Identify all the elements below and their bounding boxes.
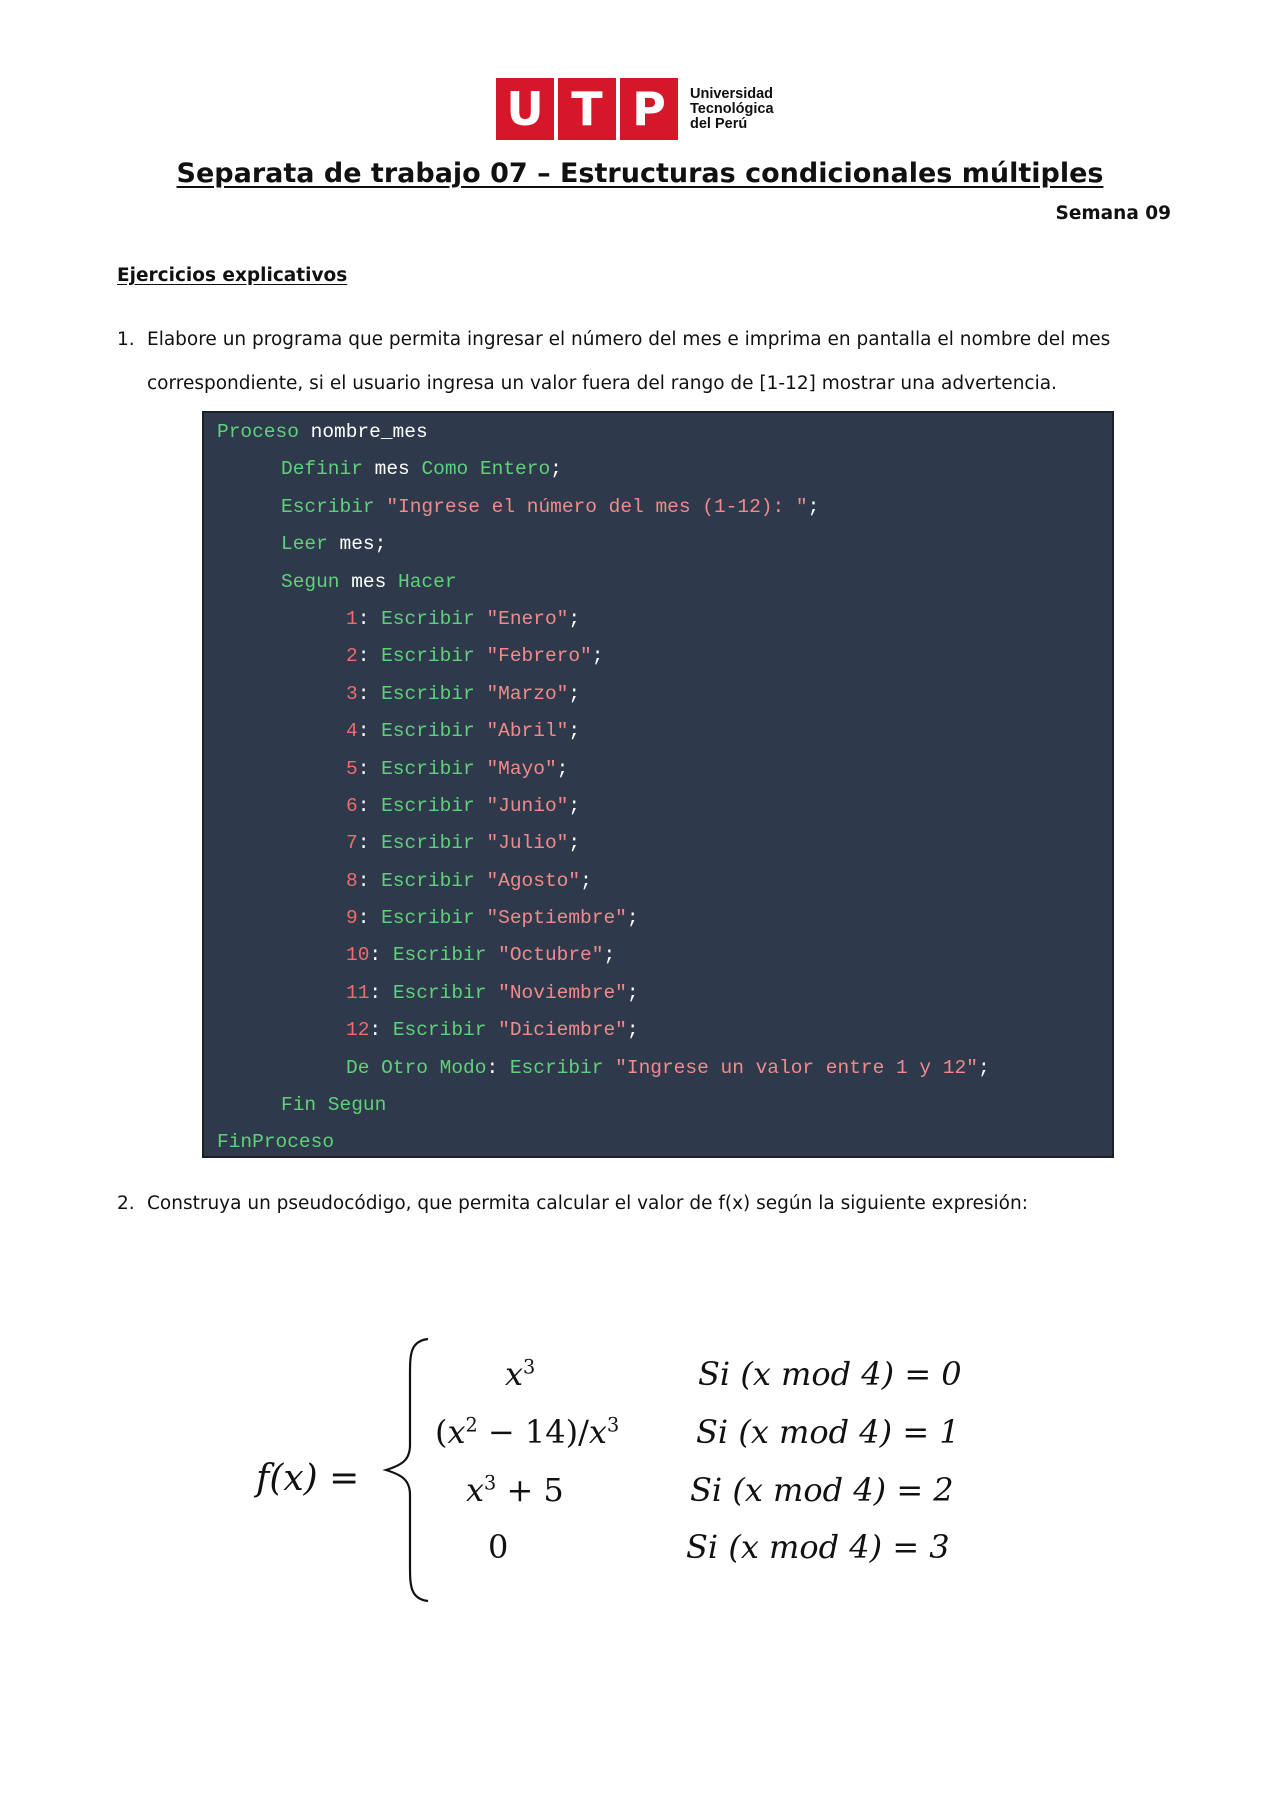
- logo-letter-u: U: [496, 78, 554, 140]
- code-line: 11: Escribir "Noviembre";: [346, 981, 639, 1004]
- logo-wordmark: [690, 87, 774, 132]
- code-line: Proceso nombre_mes: [217, 421, 428, 443]
- exercise-text: Elabore un programa que permita ingresar el número del mes e imprima en pantalla el nombre del mes correspondiente, si el usuario ingresa un valor fuera del rango de [1-12] mostrar una advertencia.: [147, 329, 1111, 394]
- code-line: Leer mes;: [281, 533, 387, 556]
- code-line: Fin Segun: [281, 1094, 387, 1117]
- logo-line-3: del Perú: [690, 115, 748, 132]
- case-expr-3: $x^3 + 5$: [466, 1471, 564, 1509]
- logo-line-2: Tecnológica: [690, 100, 774, 117]
- code-line: 1: Escribir "Enero";: [346, 607, 581, 630]
- logo-line-1: Universidad: [690, 85, 773, 102]
- utp-logo: [496, 78, 774, 140]
- code-line: 12: Escribir "Diciembre";: [346, 1019, 639, 1042]
- case-cond-3: Si (x mod 4) = 2: [690, 1471, 954, 1509]
- code-line: 8: Escribir "Agosto";: [346, 869, 592, 892]
- exercise-text: Construya un pseudocódigo, que permita calcular el valor de f(x) según la siguiente expresión:: [147, 1193, 1028, 1214]
- code-block: [202, 411, 1114, 1158]
- code-line: 3: Escribir "Marzo";: [346, 682, 581, 705]
- code-line: 2: Escribir "Febrero";: [346, 645, 604, 668]
- piecewise-formula: [250, 1335, 1030, 1615]
- code-line: 10: Escribir "Octubre";: [346, 944, 616, 967]
- code-line: 6: Escribir "Junio";: [346, 794, 581, 817]
- code-line: 5: Escribir "Mayo";: [346, 757, 569, 780]
- case-cond-1: Si (x mod 4) = 0: [698, 1355, 962, 1393]
- logo-letters: [496, 78, 678, 140]
- exercise-2: [117, 1182, 1177, 1226]
- logo-letter-t: T: [558, 78, 616, 140]
- code-line: 9: Escribir "Septiembre";: [346, 907, 639, 930]
- case-expr-2: $(x^2 - 14)/x^3$: [435, 1413, 620, 1451]
- code-line: 4: Escribir "Abril";: [346, 720, 581, 743]
- code-line: Segun mes Hacer: [281, 570, 457, 593]
- code-line: Escribir "Ingrese el número del mes (1-12): ";: [281, 495, 820, 518]
- code-line: Definir mes Como Entero;: [281, 458, 562, 481]
- code-line: De Otro Modo: Escribir "Ingrese un valor entre 1 y 12";: [346, 1056, 990, 1079]
- exercise-1: [117, 318, 1177, 406]
- week-label: Semana 09: [1055, 203, 1171, 224]
- exercise-number: 2.: [117, 1193, 135, 1214]
- exercise-number: 1.: [117, 329, 135, 350]
- logo-letter-p: P: [620, 78, 678, 140]
- formula-lhs: f(x) =: [256, 1458, 360, 1499]
- left-brace-icon: [380, 1335, 440, 1605]
- case-expr-1: $x^3$: [505, 1355, 536, 1393]
- code-line: FinProceso: [217, 1131, 335, 1154]
- code-line: 7: Escribir "Julio";: [346, 832, 581, 855]
- case-cond-4: Si (x mod 4) = 3: [686, 1528, 950, 1566]
- case-cond-2: Si (x mod 4) = 1: [696, 1413, 960, 1451]
- document-title: Separata de trabajo 07 – Estructuras condicionales múltiples: [176, 158, 1104, 189]
- section-heading: Ejercicios explicativos: [117, 265, 348, 286]
- case-expr-4: 0: [488, 1528, 509, 1566]
